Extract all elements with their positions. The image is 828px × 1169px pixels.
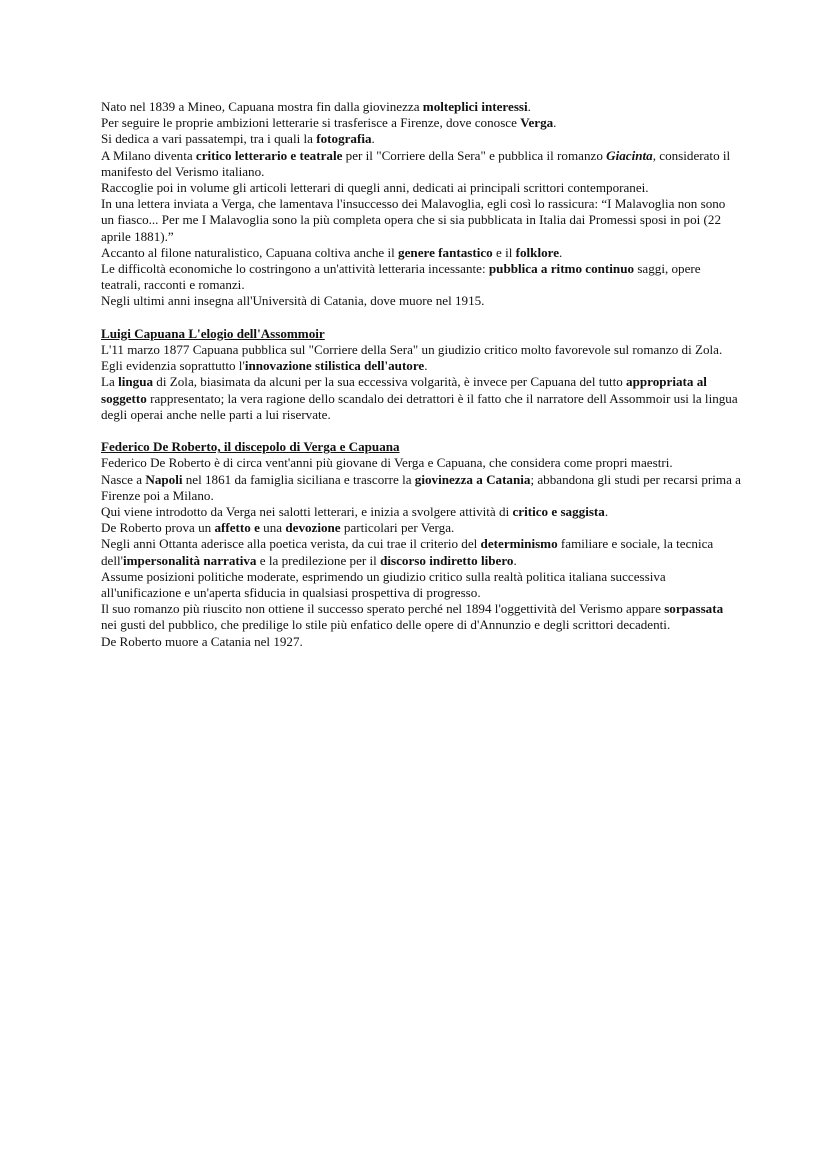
text-run: Negli anni Ottanta aderisce alla poetica verista, da cui trae il criterio del [101, 536, 481, 552]
document-body [101, 99, 741, 650]
bold-text: Verga [520, 115, 554, 131]
text-run: . [559, 244, 563, 260]
text-run: In una lettera inviata a Verga, che lamentava l'insuccesso dei Malavoglia, egli così lo rassicura: “I Malavoglia non sono un fiasco... Per me I Malavoglia sono la più completa opera che si sia pubblicata in Italia dai Promessi sposi in poi (22 aprile 1881).” [101, 196, 726, 244]
bold-text: folklore [515, 244, 560, 260]
text-run: Il suo romanzo più riuscito non ottiene il successo sperato perché nel 1894 l'oggettività del Verismo appare [101, 601, 665, 617]
section-1 [101, 99, 741, 310]
bold-text: affetto e [214, 520, 260, 536]
paragraph-line [101, 504, 741, 520]
paragraph-line [101, 196, 741, 245]
text-run: Negli ultimi anni insegna all'Università di Catania, dove muore nel 1915. [101, 293, 485, 309]
paragraph-line [101, 148, 741, 180]
paragraph-line [101, 180, 741, 196]
text-run: L'11 marzo 1877 Capuana pubblica sul "Corriere della Sera" un giudizio critico molto favorevole sul romanzo di Zola. [101, 342, 723, 358]
bold-text: pubblica a ritmo continuo [488, 261, 635, 277]
bold-text: Napoli [145, 471, 183, 487]
paragraph-line [101, 99, 741, 115]
section-heading: Federico De Roberto, il discepolo di Verga e Capuana [101, 439, 400, 455]
paragraph-line [101, 569, 741, 601]
text-run: . [424, 358, 428, 374]
text-run: ; abbandona gli studi per recarsi prima a Firenze poi a Milano. [101, 471, 741, 503]
text-run: Nato nel 1839 a Mineo, Capuana mostra fin dalla giovinezza [101, 99, 423, 114]
text-run: particolari per Verga. [340, 520, 455, 536]
paragraph-line [101, 115, 741, 131]
text-run: Raccoglie poi in volume gli articoli letterari di quegli anni, dedicati ai principali scrittori contemporanei. [101, 180, 649, 196]
paragraph-line [101, 472, 741, 504]
text-run: e la predilezione per il [256, 552, 381, 568]
bold-text: sorpassata [664, 601, 724, 617]
paragraph-line [101, 261, 741, 293]
bold-text: impersonalità narrativa [123, 552, 257, 568]
text-run: Accanto al filone naturalistico, Capuana coltiva anche il [101, 244, 399, 260]
text-run: Nasce a [101, 471, 146, 487]
paragraph-line [101, 634, 741, 650]
bold-text: discorso indiretto libero [380, 552, 514, 568]
text-run: . [553, 115, 557, 131]
text-run: . [513, 552, 517, 568]
bold-text: innovazione stilistica dell'autore [244, 358, 425, 374]
paragraph-line [101, 520, 741, 536]
text-run: De Roberto muore a Catania nel 1927. [101, 633, 303, 649]
paragraph-line [101, 358, 741, 374]
text-run: di Zola, biasimata da alcuni per la sua eccessiva volgarità, è invece per Capuana del tutto [153, 374, 627, 390]
text-run: Egli evidenzia soprattutto l' [101, 358, 245, 374]
text-run: Le difficoltà economiche lo costringono a un'attività letteraria incessante: [101, 261, 489, 277]
text-run: nel 1861 da famiglia siciliana e trascorre la [182, 471, 415, 487]
text-run: saggi, opere teatrali, racconti e romanzi. [101, 261, 701, 293]
paragraph-line [101, 342, 741, 358]
paragraph-line [101, 455, 741, 471]
text-run: Per seguire le proprie ambizioni letterarie si trasferisce a Firenze, dove conosce [101, 115, 521, 131]
paragraph-line [101, 374, 741, 423]
text-run: nei gusti del pubblico, che predilige lo stile più enfatico delle opere di d'Annunzio e degli scrittori decadenti. [101, 617, 671, 633]
paragraph-line [101, 601, 741, 633]
bold-text: critico e saggista [512, 504, 605, 520]
bold-text: devozione [285, 520, 341, 536]
bold-text: fotografia [316, 131, 372, 147]
section-3 [101, 439, 741, 650]
bold-text: lingua [118, 374, 154, 390]
bold-text: molteplici interessi [422, 99, 528, 114]
text-run: . [604, 504, 609, 520]
text-run: . [527, 99, 531, 114]
text-run: Qui viene introdotto da Verga nei salotti letterari, e inizia a svolgere attività di [101, 504, 513, 520]
paragraph-line [101, 245, 741, 261]
text-run: , considerato il manifesto del Verismo italiano. [101, 147, 731, 179]
section-heading: Luigi Capuana L'elogio dell'Assommoir [101, 325, 325, 341]
paragraph-line [101, 536, 741, 568]
text-run: Assume posizioni politiche moderate, esprimendo un giudizio critico sulla realtà politica italiana successiva all'unificazione e un'aperta sfiducia in qualsiasi prospettiva di progresso. [101, 568, 666, 601]
text-run: A Milano diventa [101, 147, 196, 163]
bold-text: critico letterario e teatrale [195, 147, 343, 163]
bold-text: determinismo [480, 536, 558, 552]
bold-text: genere fantastico [398, 244, 493, 260]
section-2 [101, 326, 741, 423]
bold-text: Giacinta [606, 147, 653, 163]
text-run: Si dedica a vari passatempi, tra i quali la [101, 131, 317, 147]
bold-text: appropriata al soggetto [101, 374, 707, 406]
text-run: familiare e sociale, la tecnica dell' [101, 536, 714, 568]
text-run: Federico De Roberto è di circa vent'anni più giovane di Verga e Capuana, che considera come propri maestri. [101, 455, 673, 471]
paragraph-line [101, 131, 741, 147]
text-run: e il [492, 244, 516, 260]
bold-text: giovinezza a Catania [414, 471, 531, 487]
text-run: La [101, 374, 119, 390]
text-run: per il "Corriere della Sera" e pubblica il romanzo [342, 147, 607, 163]
text-run: . [371, 131, 375, 147]
paragraph-line [101, 293, 741, 309]
text-run: una [259, 520, 286, 536]
text-run: rappresentato; la vera ragione dello scandalo dei detrattori è il fatto che il narratore dell Assommoir usi la lingua degli operai anche nelle parti a lui riservate. [101, 390, 738, 422]
text-run: De Roberto prova un [101, 520, 215, 536]
